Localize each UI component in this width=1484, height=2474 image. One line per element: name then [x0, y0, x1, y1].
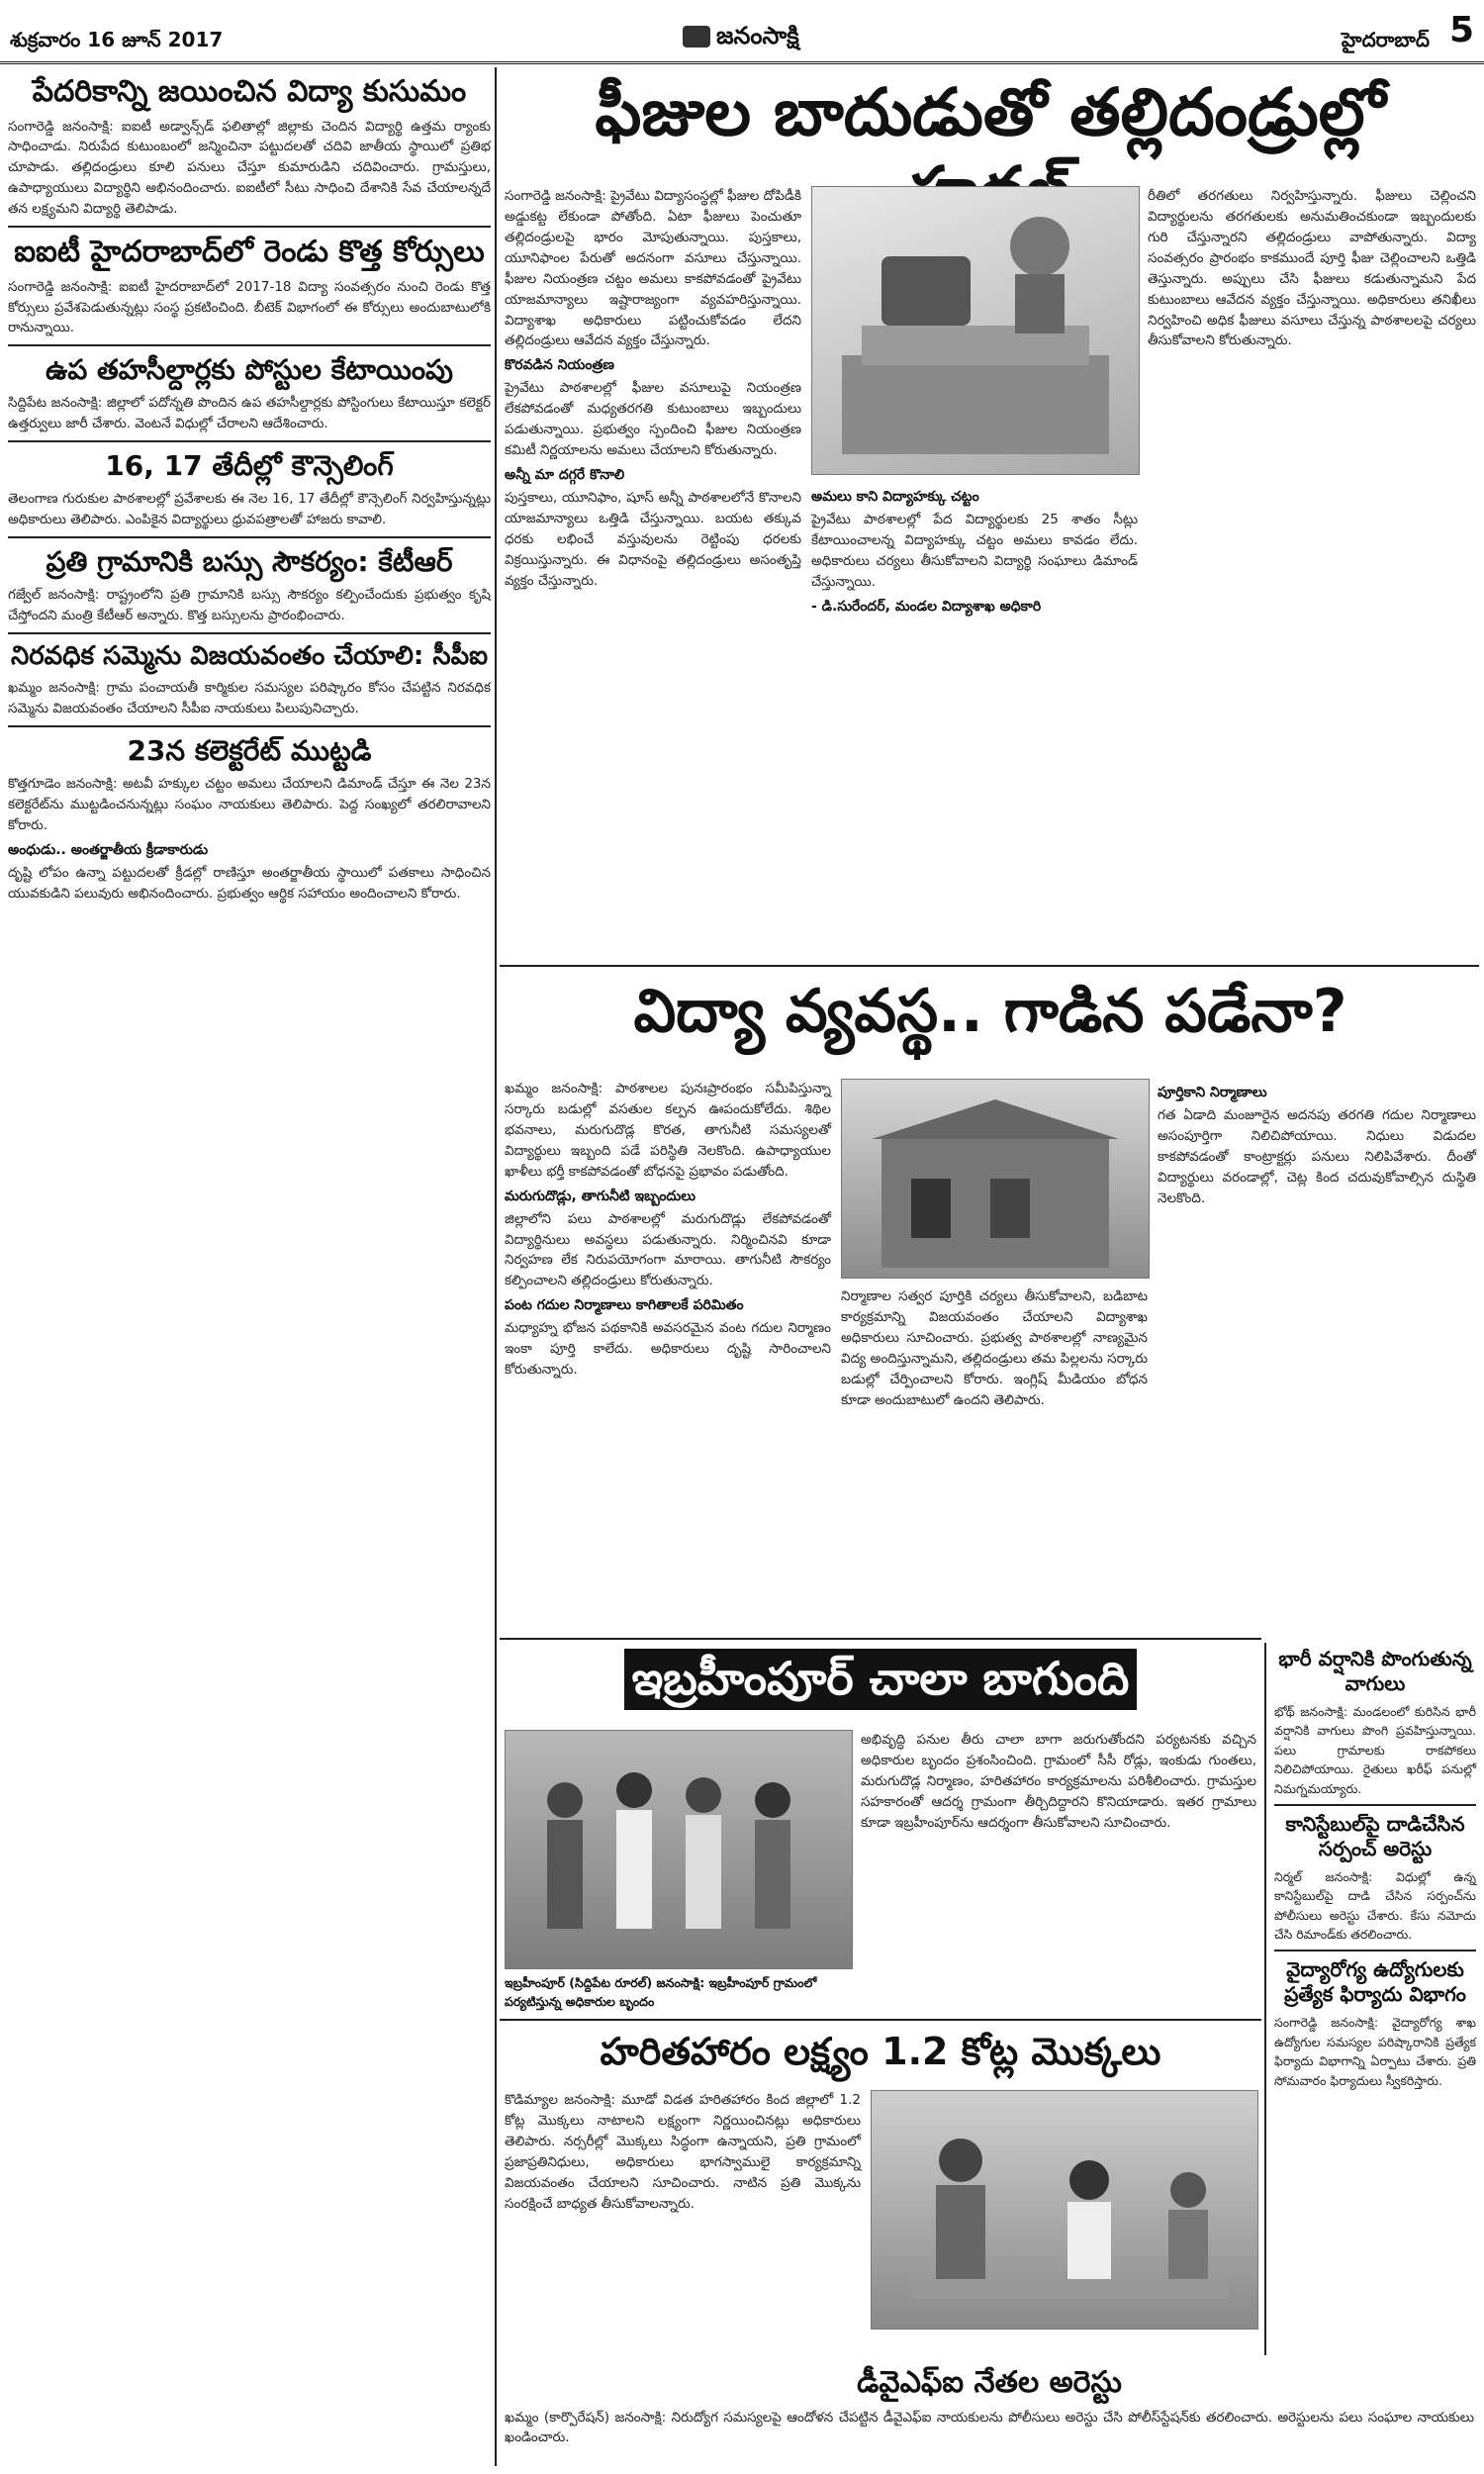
brand-name: జనంసాక్షి [716, 22, 799, 49]
section-divider [500, 2019, 1261, 2021]
lead-subhead-3: అమలు కాని విద్యాహక్కు చట్టం [811, 489, 979, 505]
child-on-money-pile-illustration [812, 187, 1139, 474]
divider [8, 226, 491, 228]
constable-headline: కానిస్టేబుల్‌పై దాడిచేసిన సర్పంచ్ అరెస్టు [1285, 1811, 1465, 1860]
divider [1274, 1804, 1476, 1806]
dyfi-box [505, 2360, 1474, 2467]
story2-body: సంగారెడ్డి జనంసాక్షి: ఐఐటీ హైదరాబాద్‌లో 2017-18 విద్యా సంవత్సరం నుంచి రెండు కొత్త కోర్సులు ప్రవేశపెడుతున్నట్లు సంస్థ ప్రకటించింది. బీటెక్ విభాగంలో ఈ కోర్సులు అందుబాటులోకి రానున్నాయి. [8, 278, 491, 336]
mid-body-4: గత ఏడాది మంజూరైన అదనపు తరగతి గదుల నిర్మాణాలు అసంపూర్తిగా నిలిచిపోయాయి. నిధులు విడుదల కాకపోవడంతో కాంట్రాక్టర్లు పనులు నిలిపివేశారు. దీంతో విద్యార్థులు వరండాల్లో, చెట్ల కింద చదువుకోవాల్సిన దుస్థితి నెలకొంది. [1158, 1107, 1476, 1206]
divider [8, 725, 491, 727]
mid-body: ఖమ్మం జనంసాక్షి: పాఠశాలల పునఃప్రారంభం సమీపిస్తున్నా సర్కారు బడుల్లో వసతుల కల్పన ఊపందుకోలేదు. శిథిల భవనాలు, మరుగుదొడ్ల కొరత, తాగునీటి సమస్యలతో విద్యార్థులు ఇబ్బంది పడే పరిస్థితి నెలకొంది. ఉపాధ్యాయుల ఖాళీలు భర్తీ కాకపోవడంతో బోధనపై ప్రభావం పడుతోంది. [505, 1081, 831, 1180]
mid-col-c [1158, 1079, 1476, 1633]
lead-body: సంగారెడ్డి జనంసాక్షి: ప్రైవేటు విద్యాసంస్థల్లో ఫీజుల దోపిడీకి అడ్డుకట్ట లేకుండా పోతోంది. ఏటా ఫీజులు పెంచుతూ తల్లిదండ్రులపై భారం మోపుతున్నాయి. పుస్తకాలు, యూనిఫాంల పేరుతో అదనంగా వసూలు చేస్తున్నాయి. ఫీజుల నియంత్రణ చట్టం అమలు కాకపోవడంతో ప్రైవేటు యాజమాన్యాలు ఇష్టారాజ్యంగా వ్యవహరిస్తున్నాయి. విద్యాశాఖ అధికారులు పట్టించుకోవడం లేదని తల్లిదండ్రులు ఆవేదన వ్యక్తం చేస్తున్నారు. [505, 188, 801, 349]
meeting-icon [872, 2091, 1257, 2329]
story7-body2: దృష్టి లోపం ఉన్నా పట్టుదలతో క్రీడల్లో రాణిస్తూ అంతర్జాతీయ స్థాయిలో పతకాలు సాధించిన యువకుడిని పలువురు అభినందించారు. ప్రభుత్వం ఆర్థిక సహాయం అందించాలని కోరారు. [8, 865, 491, 902]
lead-headline-box [505, 69, 1476, 178]
lead-body-4: ప్రైవేటు పాఠశాలల్లో పేద విద్యార్థులకు 25 శాతం సీట్లు కేటాయించాలన్న విద్యాహక్కు చట్టం అమలు కావడం లేదు. అధికారులు చర్యలు తీసుకోవాలని విద్యార్థి సంఘాలు డిమాండ్ చేస్తున్నాయి. [811, 512, 1138, 590]
story7-subhead: అంధుడు.. అంతర్జాతీయ క్రీడాకారుడు [8, 842, 209, 859]
building-icon [842, 1080, 1149, 1278]
hh-body: కొడిమ్యాల జనంసాక్షి: మూడో విడత హరితహారం కింద జిల్లాలో 1.2 కోట్ల మొక్కలు నాటాలని లక్ష్యంగా నిర్ణయించినట్లు అధికారులు తెలిపారు. నర్సరీల్లో మొక్కలు సిద్ధంగా ఉన్నాయని, ప్రతి గ్రామంలో ప్రజాప్రతినిధులు, అధికారులు భాగస్వాములై కార్యక్రమాన్ని విజయవంతం చేయాలని సూచించారు. నాటిన ప్రతి మొక్కను సంరక్షించే బాధ్యత తీసుకోవాలన్నారు. [505, 2092, 861, 2212]
ib-body-col [861, 1730, 1256, 2017]
rain-body: భోథ్ జనంసాక్షి: మండలంలో కురిసిన భారీ వర్షానికి వాగులు పొంగి ప్రవహిస్తున్నాయి. పలు గ్రామాలకు రాకపోకలు నిలిచిపోయాయి. రైతులు ఖరీఫ్ పనుల్లో నిమగ్నమయ్యారు. [1274, 1704, 1476, 1796]
masthead [0, 0, 1484, 64]
page-number: 5 [1448, 10, 1474, 50]
column-divider [1264, 1643, 1266, 2355]
lead-illustration [811, 186, 1140, 475]
dyfi-body: ఖమ్మం (కార్పొరేషన్) జనంసాక్షి: నిరుద్యోగ సమస్యలపై ఆందోళన చేపట్టిన డీవైఎఫ్ఐ నాయకులను పోలీసులు అరెస్టు చేసి పోలీస్‌స్టేషన్‌కు తరలించారు. అరెస్టులను పలు సంఘాల నాయకులు ఖండించారు. [505, 2409, 1474, 2446]
hh-body-col [505, 2090, 861, 2357]
brand-logo-icon [683, 26, 710, 48]
issue-date: శుక్రవారం 16 జూన్ 2017 [10, 28, 224, 51]
ib-headline [505, 1649, 1256, 1710]
school-building-photo [841, 1079, 1150, 1279]
divider [8, 536, 491, 538]
newspaper-brand [683, 22, 799, 55]
rain-headline: భారీ వర్షానికి పొంగుతున్న వాగులు [1278, 1647, 1472, 1695]
lead-col-a [505, 186, 801, 958]
lead-subhead-2: అన్నీ మా దగ్గరే కొనాలి [505, 467, 625, 484]
divider [8, 344, 491, 346]
divider [8, 440, 491, 442]
story5-body: గజ్వేల్ జనంసాక్షి: రాష్ట్రంలోని ప్రతి గ్రామానికి బస్సు సౌకర్యం కల్పించేందుకు ప్రభుత్వం కృషి చేస్తోందని మంత్రి కేటీఆర్ అన్నారు. కొత్త బస్సులను ప్రారంభించారు. [8, 587, 491, 623]
story4-body: తెలంగాణ గురుకుల పాఠశాలల్లో ప్రవేశాలకు ఈ నెల 16, 17 తేదీల్లో కౌన్సెలింగ్ నిర్వహిస్తున్నట్లు అధికారులు తెలిపారు. ఎంపికైన విద్యార్థులు ధ్రువపత్రాలతో హాజరు కావాలి. [8, 491, 491, 528]
story6-body: ఖమ్మం జనంసాక్షి: గ్రామ పంచాయతీ కార్మికుల సమస్యల పరిష్కారం కోసం చేపట్టిన నిరవధిక సమ్మెను విజయవంతం చేయాలని సీపీఐ నాయకులు పిలుపునిచ్చారు. [8, 680, 491, 717]
mid-body-2: జిల్లాలోని పలు పాఠశాలల్లో మరుగుదొడ్లు లేకపోవడంతో విద్యార్థినులు అవస్థలు పడుతున్నారు. నిర్మించినవి కూడా నిర్వహణ లేక నిరుపయోగంగా మారాయి. తాగునీటి సౌకర్యం కల్పించాలని తల్లిదండ్రులు కోరుతున్నారు. [505, 1210, 831, 1289]
hh-headline-box [505, 2025, 1256, 2084]
ibrahimpur-photo [505, 1730, 853, 1969]
mid-subhead-2: పంట గదుల నిర్మాణాలు కాగితాలకే పరిమితం [505, 1297, 744, 1314]
story7-body: కొత్తగూడెం జనంసాక్షి: అటవీ హక్కుల చట్టం అమలు చేయాలని డిమాండ్ చేస్తూ ఈ నెల 23న కలెక్టరేట్‌ను ముట్టడించనున్నట్లు సంఘం నాయకులు తెలిపారు. పెద్ద సంఖ్యలో తరలిరావాలని కోరారు. [8, 776, 491, 834]
mid-body-3: మధ్యాహ్న భోజన పథకానికి అవసరమైన వంట గదుల నిర్మాణం ఇంకా పూర్తి కాలేదు. అధికారులు దృష్టి సారించాలని కోరుతున్నారు. [505, 1320, 831, 1379]
mid-subhead-3: పూర్తికాని నిర్మాణాలు [1158, 1085, 1267, 1100]
ib-headline-band: ఇబ్రహీంపూర్ చాలా బాగుంది [624, 1649, 1138, 1710]
divider [8, 632, 491, 634]
story5-headline: ప్రతి గ్రామానికి బస్సు సౌకర్యం: కేటీఆర్ [46, 545, 453, 579]
section-divider [500, 1638, 1261, 1640]
story2-headline: ఐఐటీ హైదరాబాద్‌లో రెండు కొత్త కోర్సులు [14, 235, 485, 270]
divider [1274, 1950, 1476, 1951]
mid-col-a [505, 1079, 831, 1633]
mid-right-body: నిర్మాణాల సత్వర పూర్తికి చర్యలు తీసుకోవాలని, బడిబాట కార్యక్రమాన్ని విజయవంతం చేయాలని విద్యాశాఖ అధికారులు సూచించారు. ప్రభుత్వ పాఠశాలల్లో నాణ్యమైన విద్య అందిస్తున్నామని, తల్లిదండ్రులు తమ పిల్లలను సర్కారు బడుల్లో చేర్పించాలని కోరారు. ఇంగ్లిష్ మీడియం బోధన కూడా అందుబాటులో ఉందని తెలిపారు. [841, 1288, 1148, 1408]
right-sidebar [1274, 1643, 1476, 2355]
ib-headline-box [505, 1645, 1256, 1724]
ib-caption-box [505, 1971, 851, 2011]
lead-col-b [811, 483, 1138, 958]
mid-headline: విద్యా వ్యవస్థ.. గాడిన పడేనా? [633, 977, 1347, 1046]
ib-photo-caption: ఇబ్రహీంపూర్ (సిద్దిపేట రూరల్) జనంసాక్షి: ఇబ్రహీంపూర్ గ్రామంలో పర్యటిస్తున్న అధికారుల బృందం [505, 1975, 817, 2009]
lead-body-3: పుస్తకాలు, యూనిఫాం, షూస్ అన్నీ పాఠశాలలోనే కొనాలని యాజమాన్యాలు ఒత్తిడి చేస్తున్నాయి. బయట తక్కువ ధరకు లభించే వస్తువులను రెట్టింపు ధరలకు విక్రయిస్తున్నారు. ఈ విధానంపై తల్లిదండ్రులు అసంతృప్తి వ్యక్తం చేస్తున్నారు. [505, 490, 801, 589]
ib-body: అభివృద్ధి పనుల తీరు చాలా బాగా జరుగుతోందని పర్యటనకు వచ్చిన అధికారుల బృందం ప్రశంసించింది. గ్రామంలో సీసీ రోడ్లు, ఇంకుడు గుంతలు, మరుగుదొడ్ల నిర్మాణం, హరితహారం కార్యక్రమాలను పరిశీలించారు. గ్రామస్తుల సహకారంతో ఆదర్శ గ్రామంగా తీర్చిదిద్దారని కొనియాడారు. ఇతర గ్రామాలు కూడా ఇబ్రహీంపూర్‌ను ఆదర్శంగా తీసుకోవాలని సూచించారు. [861, 1732, 1256, 1831]
story1-headline: పేదరికాన్ని జయించిన విద్యా కుసుమం [32, 74, 467, 109]
people-group-icon [506, 1731, 852, 1968]
edition-city: హైదరాబాద్ [1341, 28, 1430, 51]
health-body: సంగారెడ్డి జనంసాక్షి: వైద్యారోగ్య శాఖ ఉద్యోగుల సమస్యల పరిష్కారానికి ప్రత్యేక ఫిర్యాదు విభాగాన్ని ఏర్పాటు చేశారు. ప్రతి సోమవారం ఫిర్యాదులు స్వీకరిస్తారు. [1274, 2015, 1476, 2088]
mid-col-b [841, 1286, 1148, 1633]
lead-continued-body: రీతిలో తరగతులు నిర్వహిస్తున్నారు. ఫీజులు చెల్లించని విద్యార్థులను తరగతులకు అనుమతించకుండా ఇబ్బందులకు గురి చేస్తున్నారని తల్లిదండ్రులు వాపోతున్నారు. విద్యా సంవత్సరం ప్రారంభం కాకముందే పూర్తి ఫీజు చెల్లించాలని ఒత్తిడి తెస్తున్నారు. అప్పులు చేసి ఫీజులు కడుతున్నామని పేద కుటుంబాలు ఆవేదన వ్యక్తం చేస్తున్నాయి. అధికారులు తనిఖీలు నిర్వహించి అధిక ఫీజులు వసూలు చేస్తున్న పాఠశాలలపై చర్యలు తీసుకోవాలని కోరుతున్నారు. [1148, 188, 1476, 349]
hh-headline: హరితహారం లక్ష్యం 1.2 కోట్ల మొక్కలు [600, 2030, 1161, 2073]
story3-body: సిద్దిపేట జనంసాక్షి: జిల్లాలో పదోన్నతి పొందిన ఉప తహసీల్దార్లకు పోస్టింగులు కేటాయిస్తూ కలెక్టర్ ఉత్తర్వులు జారీ చేశారు. వెంటనే విధుల్లో చేరాలని ఆదేశించారు. [8, 395, 491, 432]
lead-quote-attribution: - డి.సురేందర్, మండల విద్యాశాఖ అధికారి [811, 598, 1042, 615]
lead-headline: ఫీజుల బాదుడుతో తల్లిదండ్రుల్లో [595, 74, 1386, 150]
lead-body-2: ప్రైవేటు పాఠశాలల్లో ఫీజుల వసూలుపై నియంత్రణ లేకపోవడంతో మధ్యతరగతి కుటుంబాలు ఇబ్బందులు పడుతున్నాయి. ప్రభుత్వం స్పందించి ఫీజుల నియంత్రణ కమిటీ నిర్ణయాలను అమలు చేయాలని కోరుతున్నారు. [505, 380, 801, 459]
lead-subhead-1: కొరవడిన నియంత్రణ [505, 357, 614, 374]
meeting-photo [871, 2090, 1258, 2330]
mid-subhead-1: మరుగుదొడ్లు, తాగునీటి ఇబ్బందులు [505, 1188, 696, 1204]
story4-headline: 16, 17 తేదీల్లో కౌన్సెలింగ్ [105, 449, 394, 483]
story6-headline: నిరవధిక సమ్మెను విజయవంతం చేయాలి: సీపీఐ [10, 640, 489, 671]
column-divider [495, 67, 497, 2466]
story7-headline: 23న కలెక్టరేట్ ముట్టడి [127, 734, 372, 768]
dyfi-headline: డీవైఎఫ్ఐ నేతల అరెస్టు [857, 2365, 1122, 2400]
lead-col-c [1148, 186, 1476, 958]
constable-body: నిర్మల్ జనంసాక్షి: విధుల్లో ఉన్న కానిస్టేబుల్‌పై దాడి చేసిన సర్పంచ్‌ను పోలీసులు అరెస్టు చేశారు. కేసు నమోదు చేసి రిమాండ్‌కు తరలించారు. [1274, 1868, 1476, 1942]
mid-headline-box [505, 972, 1476, 1071]
story1-body: సంగారెడ్డి జనంసాక్షి: ఐఐటీ అడ్వాన్స్‌డ్ ఫలితాల్లో జిల్లాకు చెందిన విద్యార్థి ఉత్తమ ర్యాంకు సాధించాడు. నిరుపేద కుటుంబంలో జన్మించినా పట్టుదలతో చదివి జాతీయ స్థాయిలో ప్రతిభ చూపాడు. తల్లిదండ్రులు కూలి పనులు చేస్తూ కుమారుడిని చదివించారు. గ్రామస్తులు, ఉపాధ్యాయులు విద్యార్థిని అభినందించారు. ఐఐటీలో సీటు సాధించి దేశానికి సేవ చేయాలన్నదే తన లక్ష్యమని విద్యార్థి తెలిపాడు. [8, 118, 491, 218]
story3-headline: ఉప తహసీల్దార్లకు పోస్టుల కేటాయింపు [45, 353, 453, 387]
section-divider [500, 965, 1479, 967]
left-column [8, 69, 491, 2464]
health-headline: వైద్యారోగ్య ఉద్యోగులకు ప్రత్యేక ఫిర్యాదు విభాగం [1284, 1957, 1466, 2007]
